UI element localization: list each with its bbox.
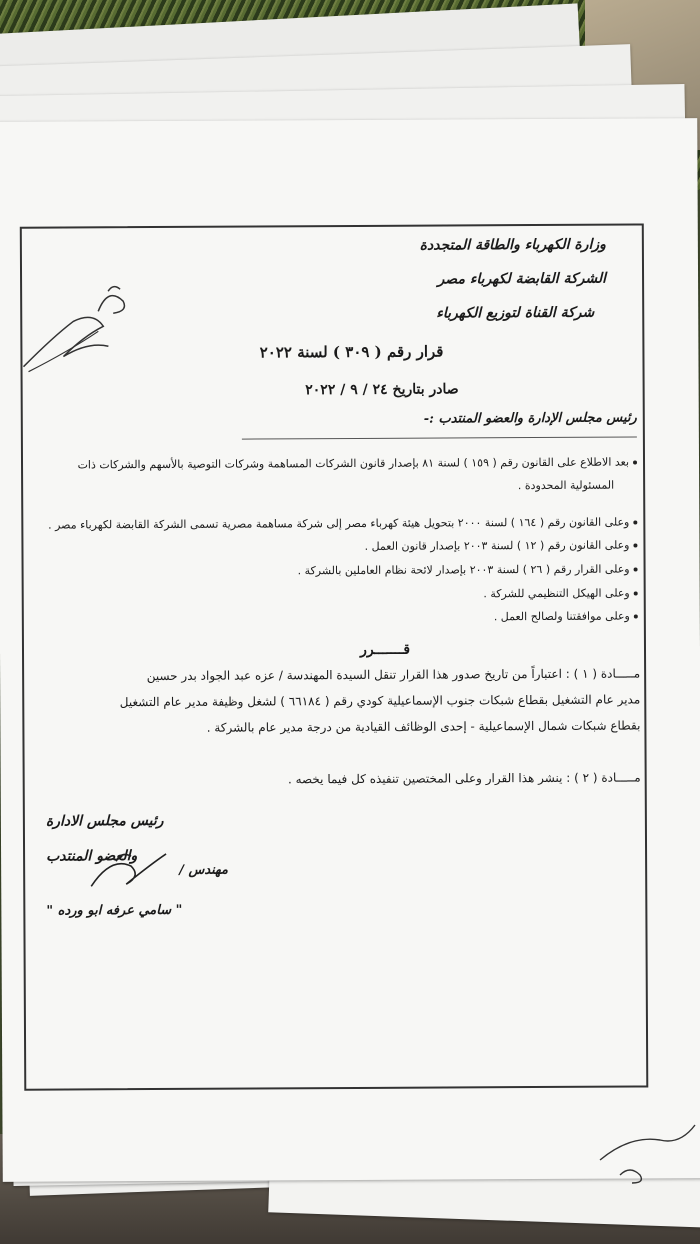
decision-title: قرار رقم ( ٣٠٩ ) لسنة ٢٠٢٢ [259,342,444,362]
signature-name: " سامي عرفه ابو ورده " [46,902,183,919]
bullet-icon [634,614,638,618]
company-header: شركة القناة لتوزيع الكهرباء [436,304,595,322]
reference-item: وعلى القانون رقم ( ١٦٤ ) لسنة ٢٠٠٠ بتحويل هيئة كهرباء مصر إلى شركة مساهمة مصرية تسمى الشركة القابضة لكهرباء مصر . [48,515,637,531]
bullet-icon [633,520,637,524]
reference-item: وعلى القرار رقم ( ٢٦ ) لسنة ٢٠٠٣ بإصدار لائحة نظام العاملين بالشركة . [298,562,638,577]
reference-item: وعلى القانون رقم ( ١٢ ) لسنة ٢٠٠٣ بإصدار قانون العمل . [365,538,638,552]
corner-scribble-icon [590,1120,700,1190]
bullet-icon [633,460,637,464]
reference-item: بعد الاطلاع على القانون رقم ( ١٥٩ ) لسنة ٨١ بإصدار قانون الشركات المساهمة وشركات التوصية بالأسهم والشركات ذات [78,455,638,471]
holding-header: الشركة القابضة لكهرباء مصر [437,270,607,288]
article-line: مـــــادة ( ٢ ) : ينشر هذا القرار وعلى المختصين تنفيذه كل فيما يخصه . [287,770,641,787]
article-line: مدير عام التشغيل بقطاع شبكات جنوب الإسماعيلية كودي رقم ( ٦٦١٨٤ ) لشغل وظيفة مدير عام التشغيل [119,692,641,710]
ministry-header: وزارة الكهرباء والطاقة المتجددة [419,236,606,254]
bullet-icon [634,591,638,595]
article-line: مـــــادة ( ١ ) : اعتباراً من تاريخ صدور هذا القرار تنقل السيدة المهندسة / عزه عبد الجواد بدر حسين [146,666,641,684]
bullet-icon [633,543,637,547]
signature-role: رئيس مجلس الادارة [45,812,164,830]
reference-item: وعلى موافقتنا ولصالح العمل . [494,609,638,623]
handwritten-annotation-icon [18,271,149,382]
signature-eng: مهندس / [179,862,229,878]
article-line: بقطاع شبكات شمال الإسماعيلية - إحدى الوظائف القيادية من درجة مدير عام بالشركة . [206,718,641,735]
bullet-icon [634,567,638,571]
signature-role: والعضو المنتدب [46,848,138,865]
decree-heading: قـــــــرر [360,641,411,658]
decision-date: صادر بتاريخ ٢٤ / ٩ / ٢٠٢٢ [305,381,459,399]
reference-item: وعلى الهيكل التنظيمي للشركة . [483,586,637,600]
reference-item-continuation: المسئولية المحدودة . [517,478,615,493]
chairman-line: رئيس مجلس الإدارة والعضو المنتدب :- [423,410,637,427]
document-page [0,118,700,1182]
signature-scribble-icon [86,841,176,901]
